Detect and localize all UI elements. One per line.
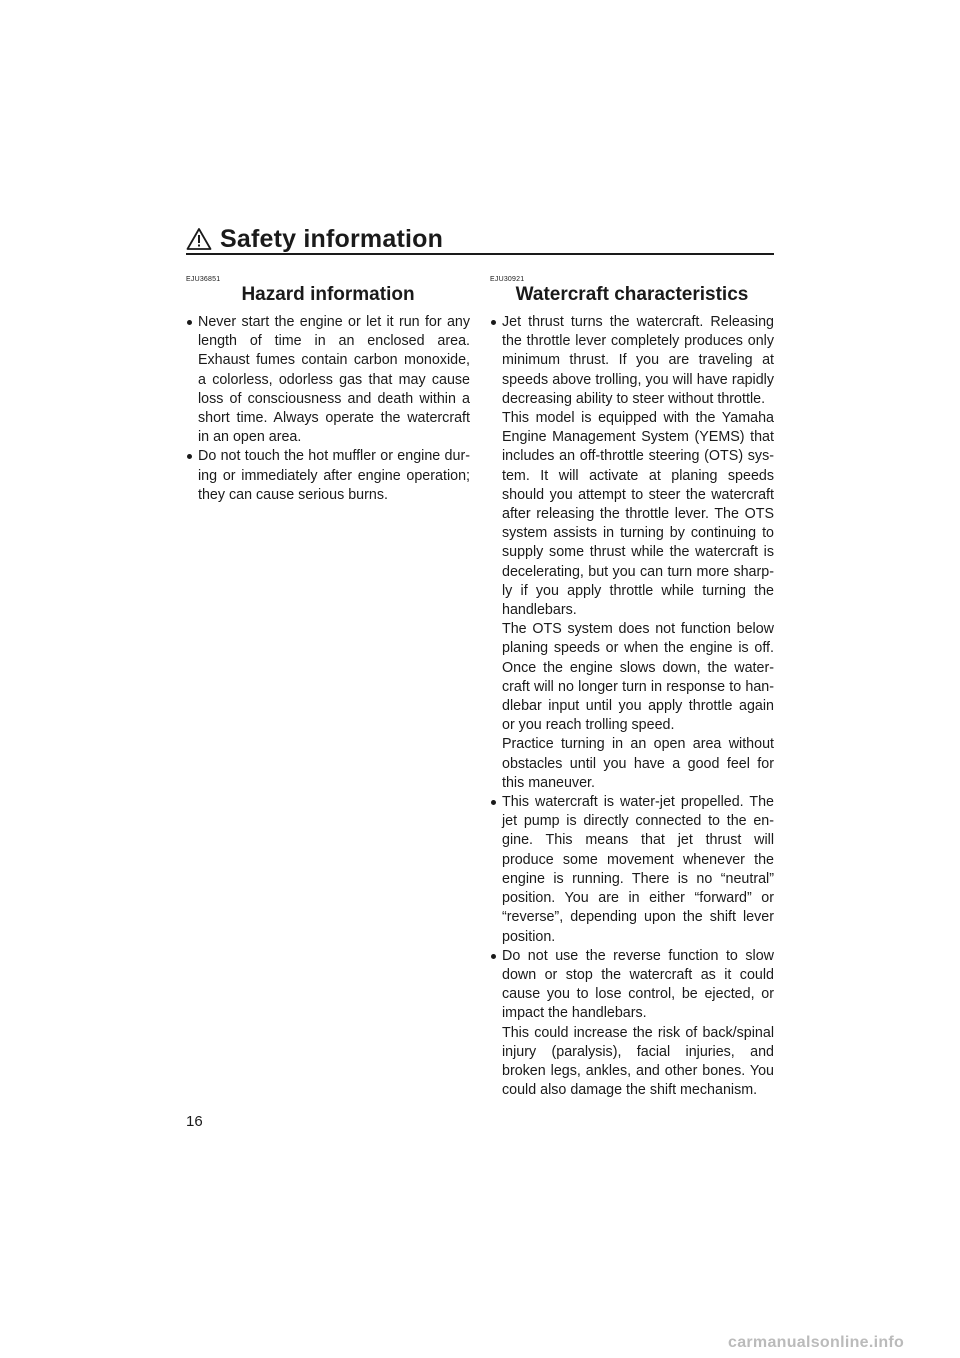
bullet-dot-icon bbox=[187, 320, 192, 325]
page-number: 16 bbox=[186, 1113, 203, 1130]
section-code: EJU30921 bbox=[490, 276, 525, 283]
header-rule bbox=[186, 253, 774, 255]
section-title-hazard: Hazard information bbox=[241, 284, 415, 305]
footer-watermark[interactable]: carmanualsonline.info bbox=[728, 1334, 905, 1351]
bullet-text: Never start the engine or let it run for any length of time in an enclosed area. Exhaust fumes contain carbon monoxide, a colorless, odorless gas that may cause loss of consciousness and death within a short time. Always operate the watercraft in an open area. bbox=[198, 314, 470, 446]
page-title: Safety information bbox=[220, 225, 444, 253]
bullet-dot-icon bbox=[491, 320, 496, 325]
bullet-dot-icon bbox=[187, 454, 192, 459]
section-code: EJU36851 bbox=[186, 276, 221, 283]
page-header bbox=[186, 224, 774, 254]
bullet-dot-icon bbox=[491, 800, 496, 805]
bullet-text: Do not touch the hot muffler or engine during or immediately after engine operation; they can cause serious burns. bbox=[198, 448, 470, 503]
bullet-paragraph: This watercraft is water-jet propelled. The jet pump is directly connected to the engine. This means that jet thrust will produce some movement whenever the engine is running. There is no “neutral” position. You are in either “forward” or “reverse”, depending upon the shift lever position. bbox=[502, 794, 774, 945]
section-title-watercraft: Watercraft characteristics bbox=[515, 284, 749, 305]
bullet-paragraph: Do not use the reverse function to slow down or stop the watercraft as it could cause you to lose control, be ejected, or impact the handlebars. bbox=[502, 947, 774, 1022]
bullet-item bbox=[490, 793, 774, 947]
bullet-item bbox=[490, 947, 774, 1101]
bullet-item bbox=[186, 447, 470, 505]
bullet-item bbox=[490, 313, 774, 793]
warning-triangle-icon bbox=[186, 227, 212, 251]
bullet-paragraph: The OTS system does not function below planing speeds or when the engine is off. Once the engine slows down, the watercraft will no longer turn in response to handlebar input until you apply throttle again or you reach trolling speed. bbox=[502, 621, 774, 734]
bullet-paragraph: This model is equipped with the Yamaha Engine Management System (YEMS) that includes an off-throttle steering (OTS) system. It will activate at planing speeds should you attempt to steer the watercraft after releasing the throttle lever. The OTS system assists in turning by continuing to supply some thrust while the watercraft is decelerating, but you can turn more sharply if you apply throttle while turning the handlebars. bbox=[502, 410, 774, 619]
bullet-paragraph: This could increase the risk of back/spinal injury (paralysis), facial injuries, and broken legs, ankles, and other bones. You could also damage the shift mechanism. bbox=[502, 1024, 774, 1099]
left-column bbox=[186, 276, 470, 505]
right-column bbox=[490, 276, 774, 1100]
bullet-item bbox=[186, 313, 470, 447]
bullet-paragraph: Practice turning in an open area without obstacles until you have a good feel for this maneuver. bbox=[502, 736, 774, 791]
bullet-paragraph: Jet thrust turns the watercraft. Releasing the throttle lever completely produces only minimum thrust. If you are traveling at speeds above trolling, you will have rapidly decreasing ability to steer without throttle. bbox=[502, 314, 774, 407]
bullet-dot-icon bbox=[491, 954, 496, 959]
